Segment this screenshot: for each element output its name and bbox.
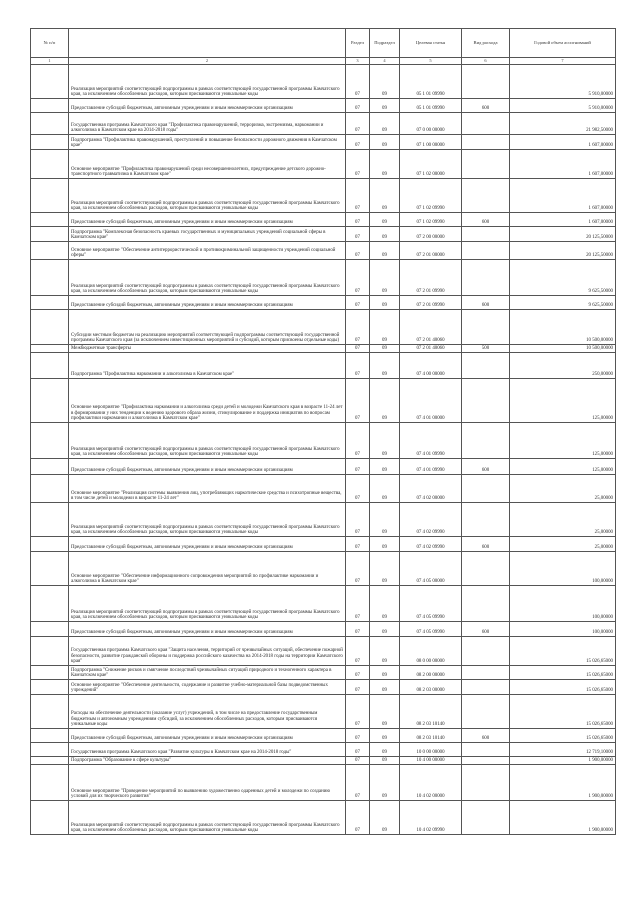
row-vr: [462, 150, 510, 179]
table-row: [31, 503, 616, 537]
row-name: Предоставление субсидий бюджетным, автономным учреждениям и иным некоммерческим организациям: [69, 537, 346, 552]
row-podrazdel: 09: [370, 296, 400, 310]
row-vr: 600: [462, 99, 510, 113]
row-vr: [462, 310, 510, 345]
table-row: [31, 765, 616, 801]
table-row: [31, 227, 616, 242]
row-razdel: 07: [346, 227, 370, 242]
row-razdel: 07: [346, 296, 370, 310]
row-razdel: 07: [346, 475, 370, 503]
table-row: [31, 757, 616, 765]
row-name: Предоставление субсидий бюджетным, автономным учреждениям и иным некоммерческим организациям: [69, 296, 346, 310]
row-razdel: 07: [346, 310, 370, 345]
row-razdel: 07: [346, 586, 370, 622]
header-name: [69, 29, 346, 58]
row-podrazdel: 09: [370, 353, 400, 379]
table-row: [31, 537, 616, 552]
row-razdel: 07: [346, 503, 370, 537]
row-sum: 25,00000: [510, 537, 616, 552]
row-razdel: 07: [346, 695, 370, 729]
num-cell: [31, 65, 69, 99]
row-vr: [462, 503, 510, 537]
row-vr: [462, 242, 510, 260]
table-row: [31, 345, 616, 353]
row-name: Реализация мероприятий соответствующей подпрограммы в рамках соответствующей государственной программы Камчатского края, за исключением обособленных расходов, которым присваиваются уникальные коды: [69, 801, 346, 835]
row-vr: [462, 743, 510, 757]
row-csr: 07 4 05 09990: [400, 586, 462, 622]
row-sum: 12 719,10000: [510, 743, 616, 757]
row-sum: 100,00000: [510, 622, 616, 637]
row-name: Реализация мероприятий соответствующей подпрограммы в рамках соответствующей государственной программы Камчатского края, за исключением обособленных расходов, которым присваиваются уникальные коды: [69, 586, 346, 622]
num-cell: [31, 353, 69, 379]
num-cell: [31, 379, 69, 423]
table-row: [31, 666, 616, 680]
row-name: Подпрограмма "Снижение рисков и смягчение последствий чрезвычайных ситуаций природного и техногенного характера в Камчатском крае": [69, 666, 346, 680]
row-csr: 07 2 01 00000: [400, 242, 462, 260]
row-csr: 07 4 05 09990: [400, 622, 462, 637]
row-sum: 1 900,00000: [510, 801, 616, 835]
num-cell: [31, 695, 69, 729]
table-row: [31, 743, 616, 757]
row-name: Реализация мероприятий соответствующей подпрограммы в рамках соответствующей государственной программы Камчатского края, за исключением обособленных расходов, которым присваиваются уникальные коды: [69, 503, 346, 537]
table-row: [31, 586, 616, 622]
row-csr: 10 4 02 09990: [400, 801, 462, 835]
budget-table-page: [30, 28, 615, 835]
row-podrazdel: 09: [370, 729, 400, 743]
row-razdel: 07: [346, 135, 370, 150]
row-razdel: 07: [346, 99, 370, 113]
num-cell: [31, 537, 69, 552]
row-name: Предоставление субсидий бюджетным, автономным учреждениям и иным некоммерческим организациям: [69, 213, 346, 227]
row-vr: [462, 637, 510, 666]
row-razdel: 07: [346, 459, 370, 475]
row-vr: [462, 135, 510, 150]
row-razdel: 07: [346, 213, 370, 227]
row-vr: 600: [462, 622, 510, 637]
row-razdel: 07: [346, 729, 370, 743]
row-csr: 08 2 03 10140: [400, 695, 462, 729]
table-row: [31, 353, 616, 379]
row-razdel: 07: [346, 552, 370, 586]
row-sum: 25,00000: [510, 475, 616, 503]
num-cell: [31, 622, 69, 637]
row-podrazdel: 09: [370, 680, 400, 695]
num-cell: [31, 459, 69, 475]
index-cell: 1: [31, 58, 69, 65]
row-csr: 08 0 00 00000: [400, 637, 462, 666]
num-cell: [31, 423, 69, 459]
row-csr: 05 1 01 09990: [400, 65, 462, 99]
row-vr: [462, 801, 510, 835]
table-row: [31, 637, 616, 666]
row-name: Предоставление субсидий бюджетным, автономным учреждениям и иным некоммерческим организациям: [69, 459, 346, 475]
num-cell: [31, 296, 69, 310]
row-podrazdel: 09: [370, 260, 400, 296]
row-vr: [462, 765, 510, 801]
row-vr: [462, 475, 510, 503]
index-cell: 2: [69, 58, 346, 65]
row-sum: 15 026,65000: [510, 695, 616, 729]
row-razdel: 07: [346, 680, 370, 695]
row-podrazdel: 09: [370, 113, 400, 135]
table-row: [31, 695, 616, 729]
num-cell: [31, 99, 69, 113]
index-cell: 3: [346, 58, 370, 65]
row-name: Подпрограмма "Образование в сфере культуры": [69, 757, 346, 765]
num-cell: [31, 503, 69, 537]
table-row: [31, 65, 616, 99]
row-sum: 9 625,50000: [510, 296, 616, 310]
row-sum: 15 026,65000: [510, 729, 616, 743]
row-name: Реализация мероприятий соответствующей подпрограммы в рамках соответствующей государственной программы Камчатского края, за исключением обособленных расходов, которым присваиваются уникальные коды: [69, 423, 346, 459]
row-vr: [462, 666, 510, 680]
row-sum: 125,00000: [510, 379, 616, 423]
row-razdel: 07: [346, 666, 370, 680]
num-cell: [31, 475, 69, 503]
index-cell: 5: [400, 58, 462, 65]
table-row: [31, 310, 616, 345]
num-cell: [31, 586, 69, 622]
row-csr: 07 4 02 00000: [400, 475, 462, 503]
row-name: Основное мероприятие "Обеспечение антитеррористической и противокриминальной защищенности учреждений социальной сферы": [69, 242, 346, 260]
row-vr: [462, 227, 510, 242]
header-num: № п/п: [31, 29, 69, 58]
row-csr: 07 2 01 40060: [400, 345, 462, 353]
table-header-row: [31, 29, 616, 58]
row-podrazdel: 09: [370, 586, 400, 622]
row-sum: 5 910,00000: [510, 99, 616, 113]
row-sum: 20 125,50000: [510, 227, 616, 242]
row-podrazdel: 09: [370, 666, 400, 680]
row-podrazdel: 09: [370, 213, 400, 227]
row-vr: 600: [462, 459, 510, 475]
row-csr: 07 4 01 09990: [400, 459, 462, 475]
num-cell: [31, 179, 69, 213]
row-vr: [462, 65, 510, 99]
row-razdel: 07: [346, 242, 370, 260]
row-csr: 07 4 01 00000: [400, 379, 462, 423]
row-razdel: 07: [346, 379, 370, 423]
num-cell: [31, 113, 69, 135]
table-row: [31, 680, 616, 695]
table-row: [31, 113, 616, 135]
row-razdel: 07: [346, 353, 370, 379]
num-cell: [31, 757, 69, 765]
row-vr: 600: [462, 213, 510, 227]
row-csr: 07 1 02 09990: [400, 179, 462, 213]
header-csr: Целевая статья: [400, 29, 462, 58]
row-vr: [462, 695, 510, 729]
row-sum: 1 607,00000: [510, 213, 616, 227]
index-cell: 6: [462, 58, 510, 65]
row-sum: 15 026,65000: [510, 680, 616, 695]
row-podrazdel: 09: [370, 503, 400, 537]
row-podrazdel: 09: [370, 345, 400, 353]
num-cell: [31, 765, 69, 801]
num-cell: [31, 345, 69, 353]
row-name: Реализация мероприятий соответствующей подпрограммы в рамках соответствующей государственной программы Камчатского края, за исключением обособленных расходов, которым присваиваются уникальные коды: [69, 260, 346, 296]
row-sum: 5 910,00000: [510, 65, 616, 99]
row-csr: 07 2 01 40060: [400, 310, 462, 345]
num-cell: [31, 743, 69, 757]
row-podrazdel: 09: [370, 743, 400, 757]
row-sum: 15 026,65000: [510, 666, 616, 680]
row-razdel: 07: [346, 65, 370, 99]
num-cell: [31, 666, 69, 680]
row-sum: 1 900,00000: [510, 765, 616, 801]
row-podrazdel: 09: [370, 379, 400, 423]
row-podrazdel: 09: [370, 150, 400, 179]
row-vr: [462, 353, 510, 379]
budget-table: [30, 28, 616, 835]
row-name: Предоставление субсидий бюджетным, автономным учреждениям и иным некоммерческим организациям: [69, 729, 346, 743]
num-cell: [31, 552, 69, 586]
row-razdel: 07: [346, 113, 370, 135]
row-podrazdel: 09: [370, 552, 400, 586]
row-podrazdel: 09: [370, 242, 400, 260]
row-name: Предоставление субсидий бюджетным, автономным учреждениям и иным некоммерческим организациям: [69, 99, 346, 113]
row-vr: [462, 379, 510, 423]
row-vr: [462, 113, 510, 135]
row-sum: 10 500,00000: [510, 310, 616, 345]
row-vr: [462, 423, 510, 459]
num-cell: [31, 680, 69, 695]
row-razdel: 07: [346, 260, 370, 296]
row-podrazdel: 09: [370, 310, 400, 345]
row-podrazdel: 09: [370, 423, 400, 459]
row-name: Подпрограмма "Профилактика наркомании и алкоголизма в Камчатском крае": [69, 353, 346, 379]
table-row: [31, 622, 616, 637]
row-csr: 07 4 02 09990: [400, 503, 462, 537]
row-podrazdel: 09: [370, 537, 400, 552]
row-csr: 07 4 01 09990: [400, 423, 462, 459]
table-row: [31, 179, 616, 213]
row-name: Государственная программа Камчатского края "Профилактика правонарушений, терроризма, экстремизма, наркомании и алкоголизма в Камчатском крае на 2014-2018 годы": [69, 113, 346, 135]
row-sum: 15 026,65000: [510, 637, 616, 666]
table-body: [31, 65, 616, 835]
row-sum: 1 607,00000: [510, 150, 616, 179]
row-csr: 07 2 00 00000: [400, 227, 462, 242]
row-razdel: 07: [346, 423, 370, 459]
row-podrazdel: 09: [370, 765, 400, 801]
row-name: Расходы на обеспечение деятельности (оказание услуг) учреждений, в том числе на предоставление государственным бюджетным и автономным учреждениям субсидий, за исключением обособленных расходов, которым присваиваются уникальные коды: [69, 695, 346, 729]
row-csr: 07 1 02 09990: [400, 213, 462, 227]
row-podrazdel: 09: [370, 135, 400, 150]
row-name: Государственная программа Камчатского края "Развитие культуры в Камчатском крае на 2014-2018 годы": [69, 743, 346, 757]
num-cell: [31, 213, 69, 227]
row-csr: 07 4 02 09990: [400, 537, 462, 552]
row-vr: [462, 680, 510, 695]
row-vr: [462, 179, 510, 213]
row-vr: [462, 586, 510, 622]
num-cell: [31, 150, 69, 179]
row-csr: 10 4 02 00000: [400, 765, 462, 801]
row-razdel: 07: [346, 637, 370, 666]
num-cell: [31, 135, 69, 150]
row-csr: 07 1 00 00000: [400, 135, 462, 150]
row-csr: 10 4 00 00000: [400, 757, 462, 765]
row-vr: [462, 260, 510, 296]
table-row: [31, 379, 616, 423]
num-cell: [31, 227, 69, 242]
row-name: Основное мероприятие "Профилактика правонарушений среди несовершеннолетних, предупреждение детского дорожно-транспортного травматизма в Камчатском крае": [69, 150, 346, 179]
row-csr: 05 1 01 09990: [400, 99, 462, 113]
row-sum: 125,00000: [510, 459, 616, 475]
row-sum: 1 607,00000: [510, 135, 616, 150]
row-name: Основное мероприятие "Реализация системы выявления лиц, употребляющих наркотические средства и психотропные вещества, в том числе детей и молодежи в возрасте 11-24 лет": [69, 475, 346, 503]
row-sum: 1 900,00000: [510, 757, 616, 765]
table-row: [31, 213, 616, 227]
row-name: Основное мероприятие "Обеспечение деятельности, содержание и развитие учебно-материальной базы подведомственных учреждений": [69, 680, 346, 695]
row-razdel: 07: [346, 622, 370, 637]
row-csr: 07 1 02 00000: [400, 150, 462, 179]
row-sum: 250,00000: [510, 353, 616, 379]
header-vr: Вид расхода: [462, 29, 510, 58]
row-csr: 08 2 00 00000: [400, 666, 462, 680]
table-row: [31, 242, 616, 260]
index-cell: 7: [510, 58, 616, 65]
row-name: Предоставление субсидий бюджетным, автономным учреждениям и иным некоммерческим организациям: [69, 622, 346, 637]
row-podrazdel: 09: [370, 65, 400, 99]
row-vr: [462, 757, 510, 765]
row-sum: 25,00000: [510, 503, 616, 537]
row-sum: 100,00000: [510, 586, 616, 622]
row-name: Реализация мероприятий соответствующей подпрограммы в рамках соответствующей государственной программы Камчатского края, за исключением обособленных расходов, которым присваиваются уникальные коды: [69, 179, 346, 213]
row-podrazdel: 09: [370, 637, 400, 666]
row-csr: 07 2 01 09990: [400, 260, 462, 296]
row-podrazdel: 09: [370, 475, 400, 503]
row-sum: 10 500,00000: [510, 345, 616, 353]
table-row: [31, 260, 616, 296]
row-csr: 10 0 00 00000: [400, 743, 462, 757]
row-name: Реализация мероприятий соответствующей подпрограммы в рамках соответствующей государственной программы Камчатского края, за исключением обособленных расходов, которым присваиваются уникальные коды: [69, 65, 346, 99]
header-sum: Годовой объем ассигнований: [510, 29, 616, 58]
row-csr: 07 2 01 09990: [400, 296, 462, 310]
table-row: [31, 475, 616, 503]
row-razdel: 07: [346, 150, 370, 179]
row-name: Субсидии местным бюджетам на реализацию мероприятий соответствующей подпрограммы соответствующей государственной программы Камчатского края (за исключением инвестиционных мероприятий и субсидий, которым присвоены отдельные коды): [69, 310, 346, 345]
row-csr: 07 4 05 00000: [400, 552, 462, 586]
row-razdel: 07: [346, 765, 370, 801]
header-razdel: Раздел: [346, 29, 370, 58]
row-podrazdel: 09: [370, 227, 400, 242]
row-razdel: 07: [346, 757, 370, 765]
row-podrazdel: 09: [370, 459, 400, 475]
num-cell: [31, 637, 69, 666]
row-razdel: 07: [346, 179, 370, 213]
row-sum: 100,00000: [510, 552, 616, 586]
table-row: [31, 459, 616, 475]
num-cell: [31, 242, 69, 260]
table-row: [31, 729, 616, 743]
row-vr: 500: [462, 345, 510, 353]
row-name: Государственная программа Камчатского края "Защита населения, территорий от чрезвычайных ситуаций, обеспечение пожарной безопасности, развитие гражданской обороны и поддержка российского казачества на 2014-2018 годы на территории Камчатского края": [69, 637, 346, 666]
num-cell: [31, 801, 69, 835]
table-row: [31, 296, 616, 310]
row-sum: 20 125,50000: [510, 242, 616, 260]
row-podrazdel: 09: [370, 801, 400, 835]
row-name: Подпрограмма "Комплексная безопасность краевых государственных и муниципальных учреждений социальной сферы в Камчатском крае": [69, 227, 346, 242]
row-name: Основное мероприятие "Профилактика наркомании и алкоголизма среди детей и молодежи Камчатского края в возрасте 11-24 лет в формировании у них тенденции к ведению здорового образа жизни, стимулирование и поддержка инициатив по вопросам профилактики наркомании и алкоголизма в Камчатском крае": [69, 379, 346, 423]
row-sum: 9 625,50000: [510, 260, 616, 296]
table-row: [31, 135, 616, 150]
column-index-row: [31, 58, 616, 65]
row-csr: 07 4 00 00000: [400, 353, 462, 379]
num-cell: [31, 729, 69, 743]
index-cell: 4: [370, 58, 400, 65]
row-sum: 1 607,00000: [510, 179, 616, 213]
row-name: Основное мероприятие "Проведение мероприятий по выявлению художественно одаренных детей и молодежи по созданию условий для их творческого развития": [69, 765, 346, 801]
row-csr: 08 2 03 10140: [400, 729, 462, 743]
row-razdel: 07: [346, 743, 370, 757]
row-name: Межбюджетные трансферты: [69, 345, 346, 353]
table-row: [31, 150, 616, 179]
header-podrazdel: Подраздел: [370, 29, 400, 58]
num-cell: [31, 310, 69, 345]
table-row: [31, 423, 616, 459]
row-razdel: 07: [346, 345, 370, 353]
row-podrazdel: 09: [370, 622, 400, 637]
row-vr: 600: [462, 729, 510, 743]
num-cell: [31, 260, 69, 296]
row-podrazdel: 09: [370, 179, 400, 213]
row-sum: 21 982,50000: [510, 113, 616, 135]
row-name: Основное мероприятие "Обеспечение информационного сопровождения мероприятий по профилактике наркомании и алкоголизма в Камчатском крае": [69, 552, 346, 586]
row-podrazdel: 09: [370, 757, 400, 765]
row-csr: 08 2 03 00000: [400, 680, 462, 695]
row-podrazdel: 09: [370, 695, 400, 729]
row-vr: [462, 552, 510, 586]
row-sum: 125,00000: [510, 423, 616, 459]
row-razdel: 07: [346, 801, 370, 835]
row-name: Подпрограмма "Профилактика правонарушений, преступлений и повышение безопасности дорожного движения в Камчатском крае": [69, 135, 346, 150]
table-row: [31, 99, 616, 113]
row-vr: 600: [462, 296, 510, 310]
row-csr: 07 0 00 00000: [400, 113, 462, 135]
table-row: [31, 801, 616, 835]
row-podrazdel: 09: [370, 99, 400, 113]
table-row: [31, 552, 616, 586]
row-razdel: 07: [346, 537, 370, 552]
row-vr: 600: [462, 537, 510, 552]
